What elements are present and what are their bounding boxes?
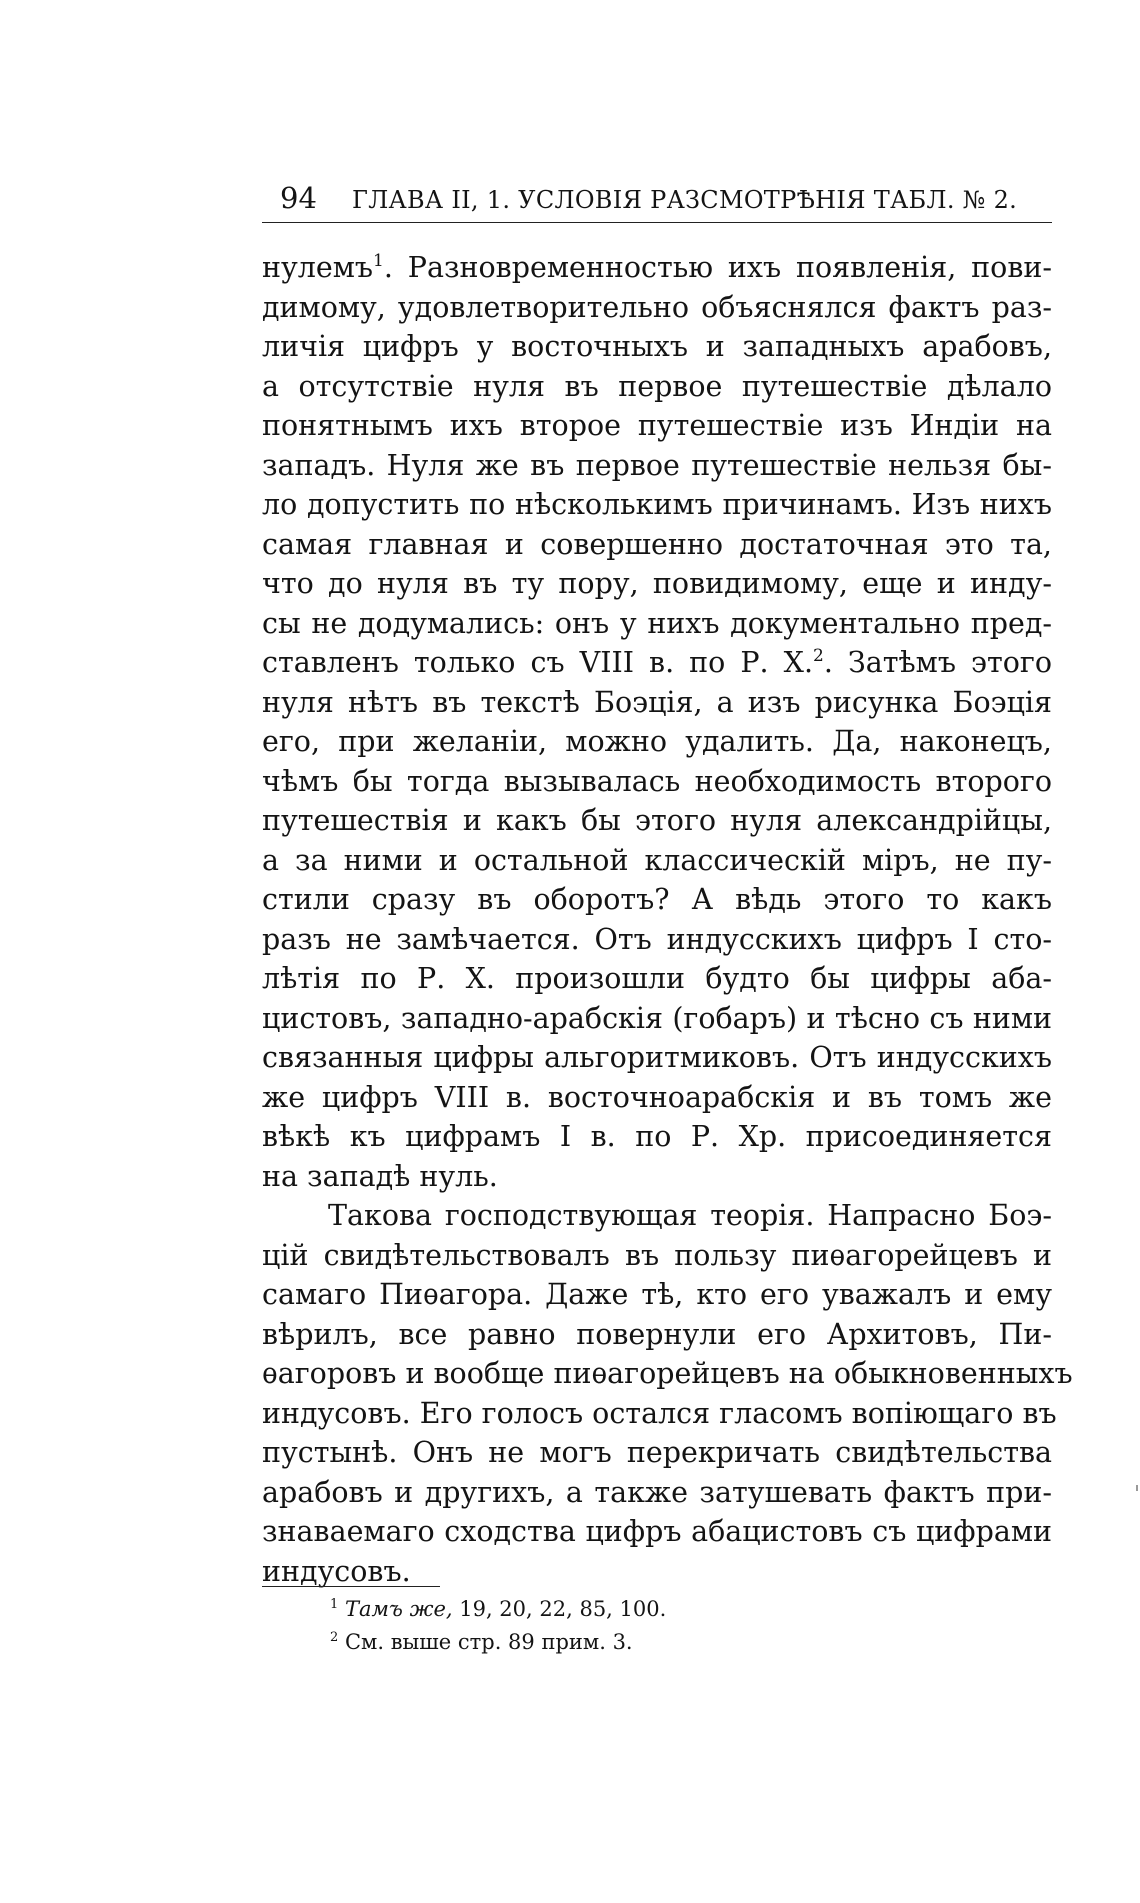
footnote-ref-2: 2 — [813, 646, 824, 666]
text-line: вѣкѣ къ цифрамъ I в. по Р. Хр. присоединяется — [262, 1120, 1052, 1153]
footnote-rule — [262, 1586, 440, 1587]
text-line: сы не додумались: онъ у нихъ документально пред- — [262, 606, 1052, 640]
text-line: димому, удовлетворительно объяснялся фактъ раз- — [262, 290, 1052, 324]
text-line: западъ. Нуля же въ первое путешествіе нельзя бы- — [262, 448, 1052, 482]
text-line: нуля нѣтъ въ текстѣ Боэція, а изъ рисунка Боэція — [262, 685, 1052, 719]
header-rule — [262, 222, 1052, 223]
text-line: самая главная и совершенно достаточная это та, — [262, 527, 1052, 561]
text-line: связанныя цифры альгоритмиковъ. Отъ индусскихъ — [262, 1041, 1052, 1074]
text-line: индусовъ. — [262, 1554, 411, 1588]
footnote-2 — [330, 1626, 930, 1659]
text-line: индусовъ. Его голосъ остался гласомъ вопіющаго въ — [262, 1396, 1057, 1430]
footnote-mark: 1 — [330, 1597, 339, 1612]
text-line: а за ними и остальной классическій міръ, не пу- — [262, 843, 1052, 877]
body-text — [262, 248, 1073, 1591]
footnote-1 — [330, 1593, 930, 1626]
text-line: стили сразу въ оборотъ? А вѣдь этого то какъ — [262, 883, 1052, 916]
text-line: понятнымъ ихъ второе путешествіе изъ Индіи на — [262, 409, 1052, 442]
text-line: же цифръ VIII в. восточноарабскія и въ томъ же — [262, 1080, 1052, 1114]
text-line: ло допустить по нѣсколькимъ причинамъ. Изъ нихъ — [262, 488, 1052, 521]
text-line: пустынѣ. Онъ не могъ перекричать свидѣтельства — [262, 1436, 1052, 1469]
text-line: цистовъ, западно-арабскія (гобаръ) и тѣсно съ ними — [262, 1001, 1052, 1035]
footnote-mark: 2 — [330, 1630, 339, 1645]
page-number: 94 — [280, 181, 317, 215]
text-line: цій свидѣтельствовалъ въ пользу пиѳагорейцевъ и — [262, 1238, 1052, 1272]
text-line: ставленъ только съ VIII в. по Р. X.$^2$. Затѣмъ этого — [262, 646, 1052, 679]
text-line: Такова господствующая теорія. Напрасно Боэ- — [328, 1199, 1052, 1232]
text-line: на западѣ нуль. — [262, 1159, 498, 1193]
running-header — [262, 178, 1052, 222]
running-title: ГЛАВА II, 1. УСЛОВІЯ РАЗСМОТРѢНІЯ ТАБЛ. № 2. — [352, 186, 1018, 214]
footnotes — [330, 1593, 930, 1659]
text-line: нулемъ$^1$. Разновременностью ихъ появленія, пови- — [262, 251, 1052, 284]
text-line: что до нуля въ ту пору, повидимому, еще и инду- — [262, 567, 1052, 600]
text-line: вѣрилъ, все равно повернули его Архитовъ, Пи- — [262, 1317, 1052, 1351]
footnote-text: См. выше стр. 89 прим. 3. — [338, 1630, 633, 1654]
footnote-source: Тамъ же, — [344, 1597, 453, 1621]
footnote-text: 19, 20, 22, 85, 100. — [452, 1597, 667, 1621]
text-line: его, при желаніи, можно удалить. Да, наконецъ, — [262, 725, 1052, 758]
text-line: лѣтія по Р. X. произошли будто бы цифры аба- — [262, 962, 1052, 995]
text-line: арабовъ и другихъ, а также затушевать фактъ при- — [262, 1475, 1052, 1509]
text-line: путешествія и какъ бы этого нуля александрійцы, — [262, 804, 1052, 837]
text-line: чѣмъ бы тогда вызывалась необходимость второго — [262, 764, 1052, 798]
text-line: ѳагоровъ и вообще пиѳагорейцевъ на обыкновенныхъ — [262, 1357, 1073, 1390]
text-line: знаваемаго сходства цифръ абацистовъ съ цифрами — [262, 1515, 1052, 1548]
scan-artifact — [1136, 1485, 1138, 1491]
text-line: разъ не замѣчается. Отъ индусскихъ цифръ I сто- — [262, 922, 1052, 956]
text-line: а отсутствіе нуля въ первое путешествіе дѣлало — [262, 369, 1052, 403]
text-line: самаго Пиѳагора. Даже тѣ, кто его уважалъ и ему — [262, 1278, 1052, 1311]
footnote-ref-1: 1 — [373, 251, 384, 271]
text-line: личія цифръ у восточныхъ и западныхъ арабовъ, — [262, 330, 1052, 363]
